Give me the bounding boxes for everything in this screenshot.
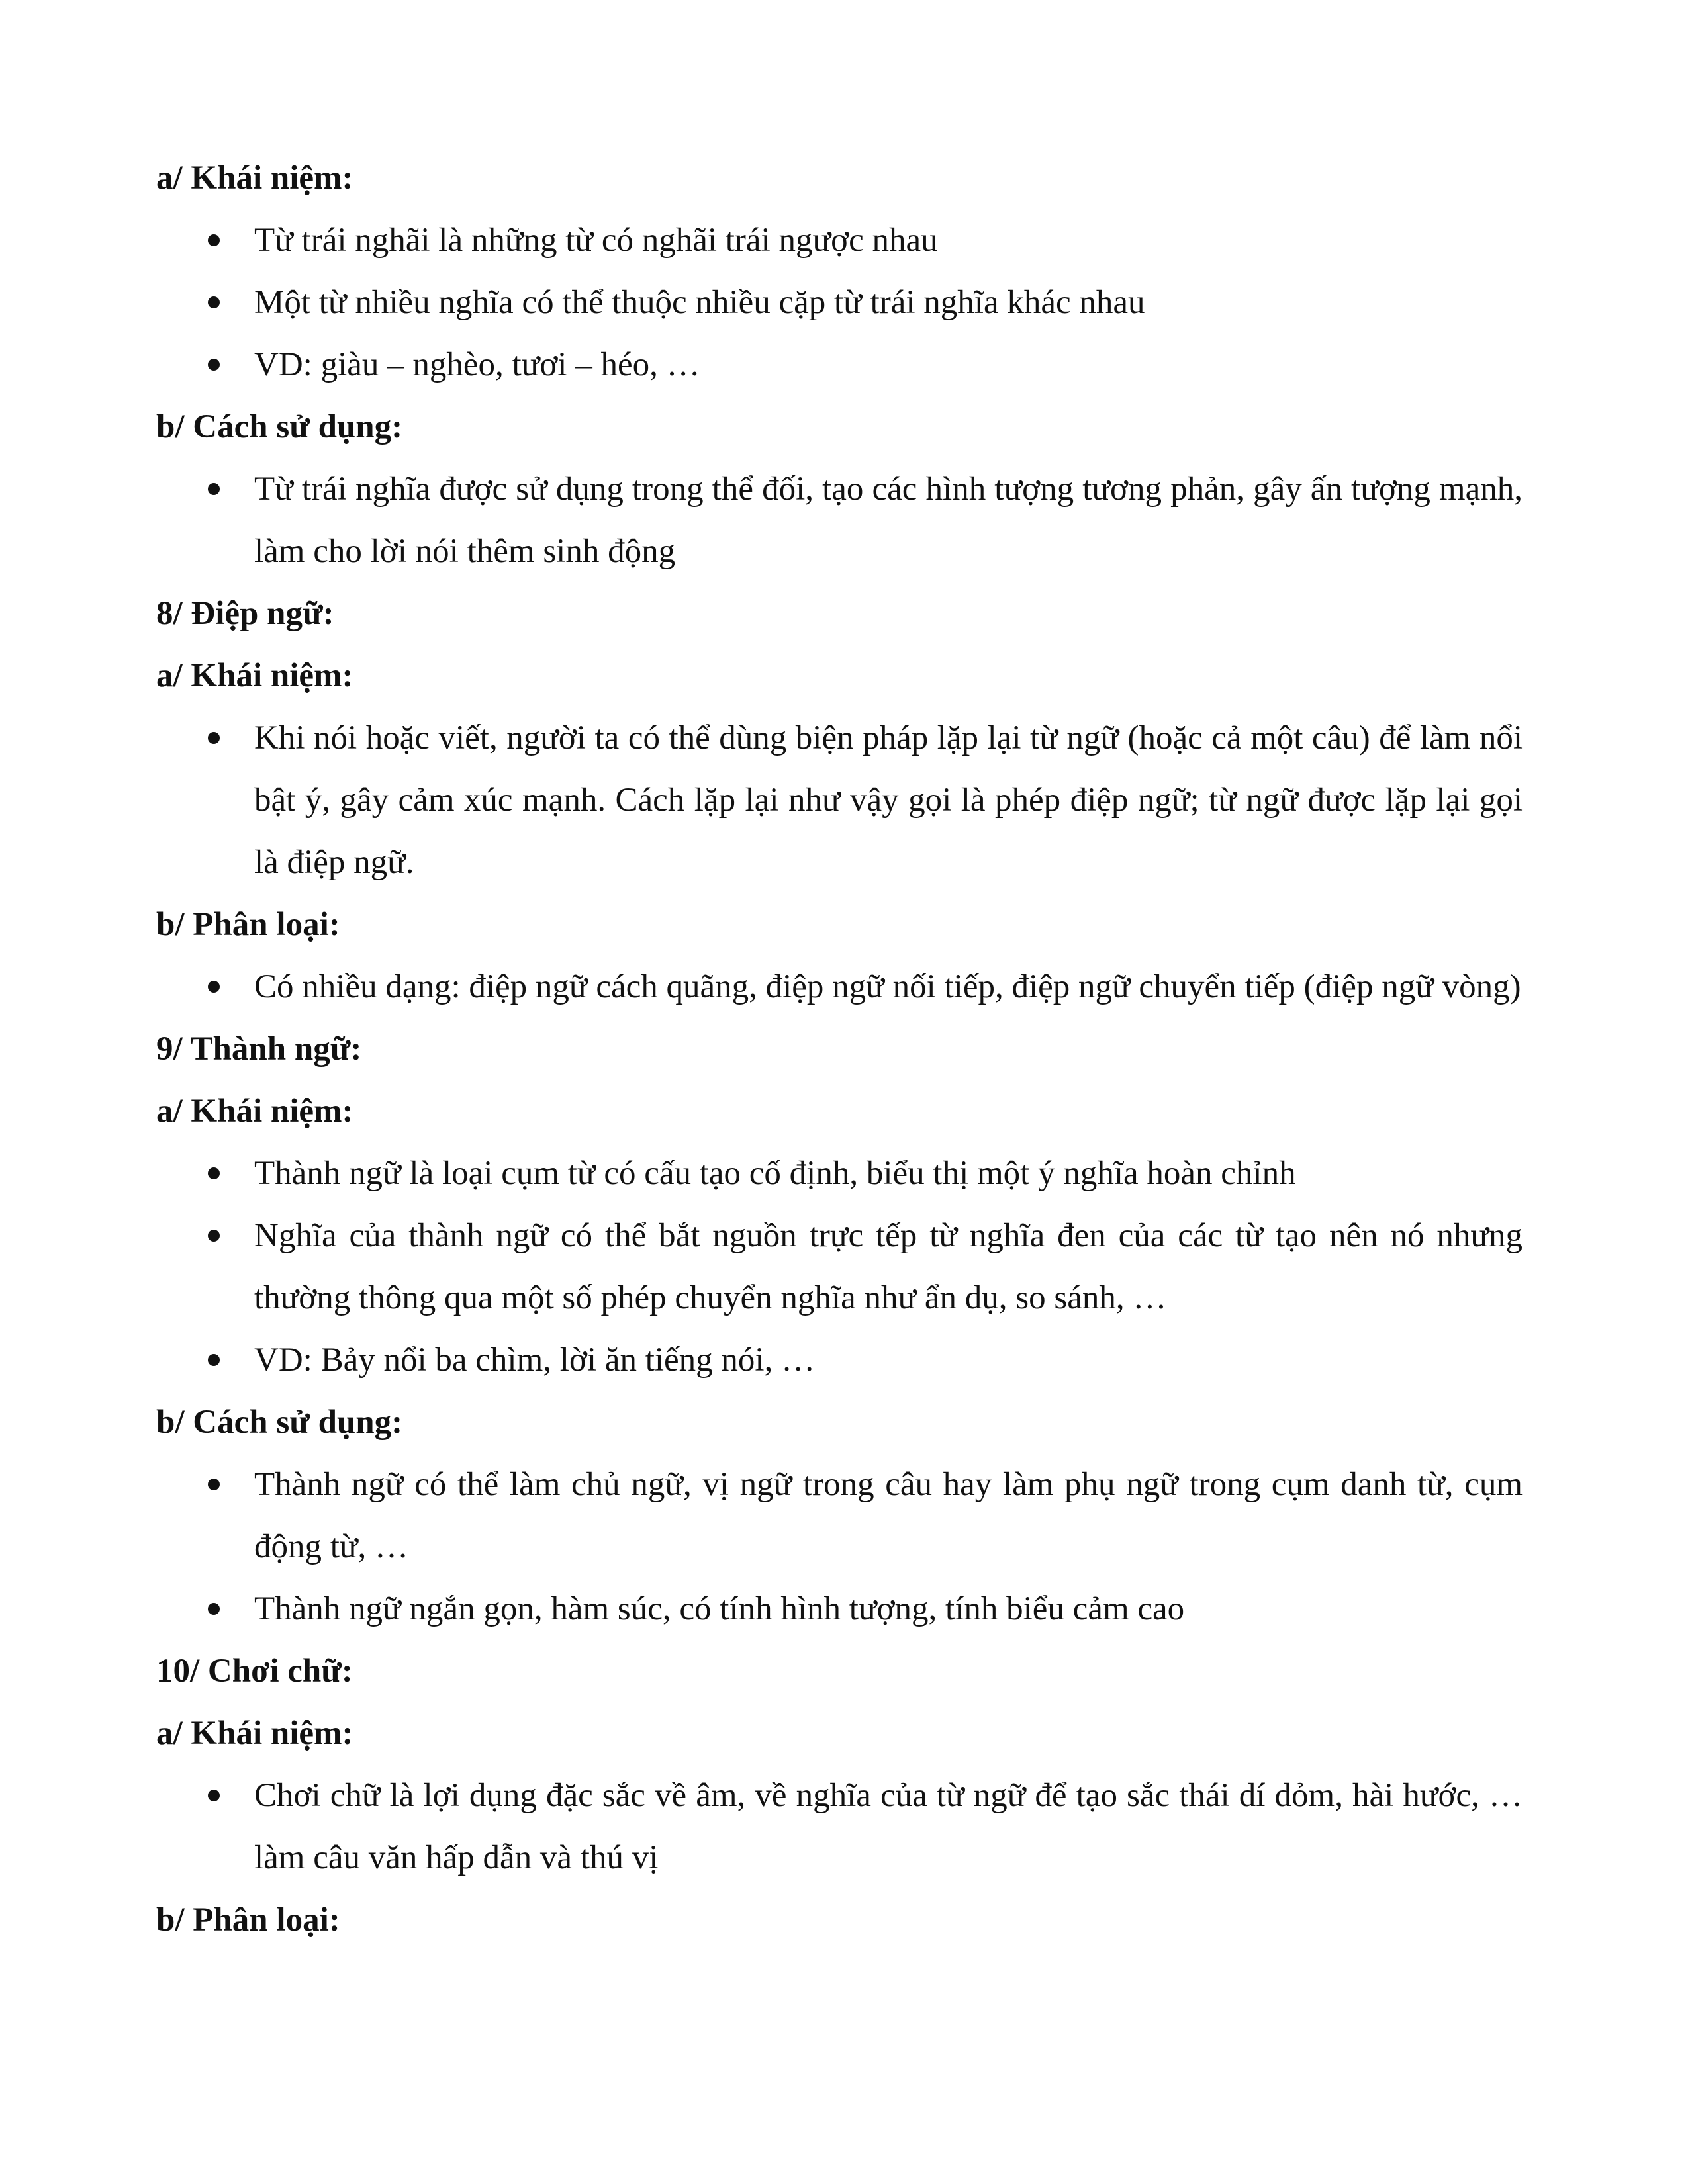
heading-khai-niem-choi-chu: a/ Khái niệm: <box>156 1715 353 1752</box>
bullet-icon <box>208 1354 220 1366</box>
list-item-text: Một từ nhiều nghĩa có thể thuộc nhiều cặp từ trái nghĩa khác nhau <box>254 284 1145 321</box>
list-item-text: VD: giàu – nghèo, tươi – héo, … <box>254 346 700 383</box>
list-item <box>156 707 1523 893</box>
list-item <box>156 1205 1523 1329</box>
bullet-icon <box>208 483 220 495</box>
list-item-text: Khi nói hoặc viết, người ta có thể dùng biện pháp lặp lại từ ngữ (hoặc cả một câu) để làm nổi bật ý, gây cảm xúc mạnh. Cách lặp lại như vậy gọi là phép điệp ngữ; từ ngữ được lặp lại gọi là điệp ngữ. <box>254 719 1523 881</box>
list-item-text: Nghĩa của thành ngữ có thể bắt nguồn trực tếp từ nghĩa đen của các từ tạo nên nó nhưng thường thông qua một số phép chuyển nghĩa như ẩn dụ, so sánh, … <box>254 1217 1523 1316</box>
list-item-text: Thành ngữ có thể làm chủ ngữ, vị ngữ trong câu hay làm phụ ngữ trong cụm danh từ, cụm động từ, … <box>254 1466 1523 1565</box>
list-item <box>156 956 1523 1018</box>
section-title-thanh-ngu: 9/ Thành ngữ: <box>156 1030 362 1068</box>
document-page <box>156 147 1523 1951</box>
bullet-icon <box>208 359 220 371</box>
list-item-text: Từ trái nghãi là những từ có nghãi trái ngược nhau <box>254 222 938 259</box>
list-item <box>156 209 1523 271</box>
list-item <box>156 1764 1523 1889</box>
heading-phan-loai-diep-ngu: b/ Phân loại: <box>156 906 340 943</box>
list-item-text: Từ trái nghĩa được sử dụng trong thể đối, tạo các hình tượng tương phản, gây ấn tượng mạnh, làm cho lời nói thêm sinh động <box>254 471 1523 570</box>
list-item-text: Thành ngữ là loại cụm từ có cấu tạo cố định, biểu thị một ý nghĩa hoàn chỉnh <box>254 1155 1296 1192</box>
heading-cach-su-dung-thanh-ngu: b/ Cách sử dụng: <box>156 1404 403 1441</box>
heading-khai-niem-tu-trai-nghia: a/ Khái niệm: <box>156 159 353 197</box>
list-item <box>156 334 1523 396</box>
list-item <box>156 458 1523 582</box>
heading-cach-su-dung-tu-trai-nghia: b/ Cách sử dụng: <box>156 408 403 445</box>
list-item-text: VD: Bảy nổi ba chìm, lời ăn tiếng nói, … <box>254 1342 816 1379</box>
list-item <box>156 1329 1523 1391</box>
list-item <box>156 271 1523 334</box>
bullet-icon <box>208 1167 220 1179</box>
section-title-choi-chu: 10/ Chơi chữ: <box>156 1653 353 1690</box>
bullet-icon <box>208 234 220 246</box>
list-item <box>156 1578 1523 1640</box>
list-item <box>156 1142 1523 1205</box>
bullet-icon <box>208 1230 220 1242</box>
bullet-icon <box>208 1479 220 1490</box>
bullet-icon <box>208 981 220 993</box>
heading-khai-niem-diep-ngu: a/ Khái niệm: <box>156 657 353 694</box>
bullet-icon <box>208 732 220 744</box>
bullet-icon <box>208 296 220 308</box>
heading-phan-loai-choi-chu: b/ Phân loại: <box>156 1901 340 1938</box>
list-item-text: Thành ngữ ngắn gọn, hàm súc, có tính hình tượng, tính biểu cảm cao <box>254 1590 1185 1627</box>
bullet-icon <box>208 1790 220 1801</box>
list-item <box>156 1453 1523 1578</box>
section-title-diep-ngu: 8/ Điệp ngữ: <box>156 595 334 632</box>
bullet-icon <box>208 1603 220 1615</box>
list-item-text: Có nhiều dạng: điệp ngữ cách quãng, điệp ngữ nối tiếp, điệp ngữ chuyển tiếp (điệp ngữ vòng) <box>254 968 1521 1005</box>
heading-khai-niem-thanh-ngu: a/ Khái niệm: <box>156 1093 353 1130</box>
list-item-text: Chơi chữ là lợi dụng đặc sắc về âm, về nghĩa của từ ngữ để tạo sắc thái dí dỏm, hài hước, … làm câu văn hấp dẫn và thú vị <box>254 1777 1523 1876</box>
